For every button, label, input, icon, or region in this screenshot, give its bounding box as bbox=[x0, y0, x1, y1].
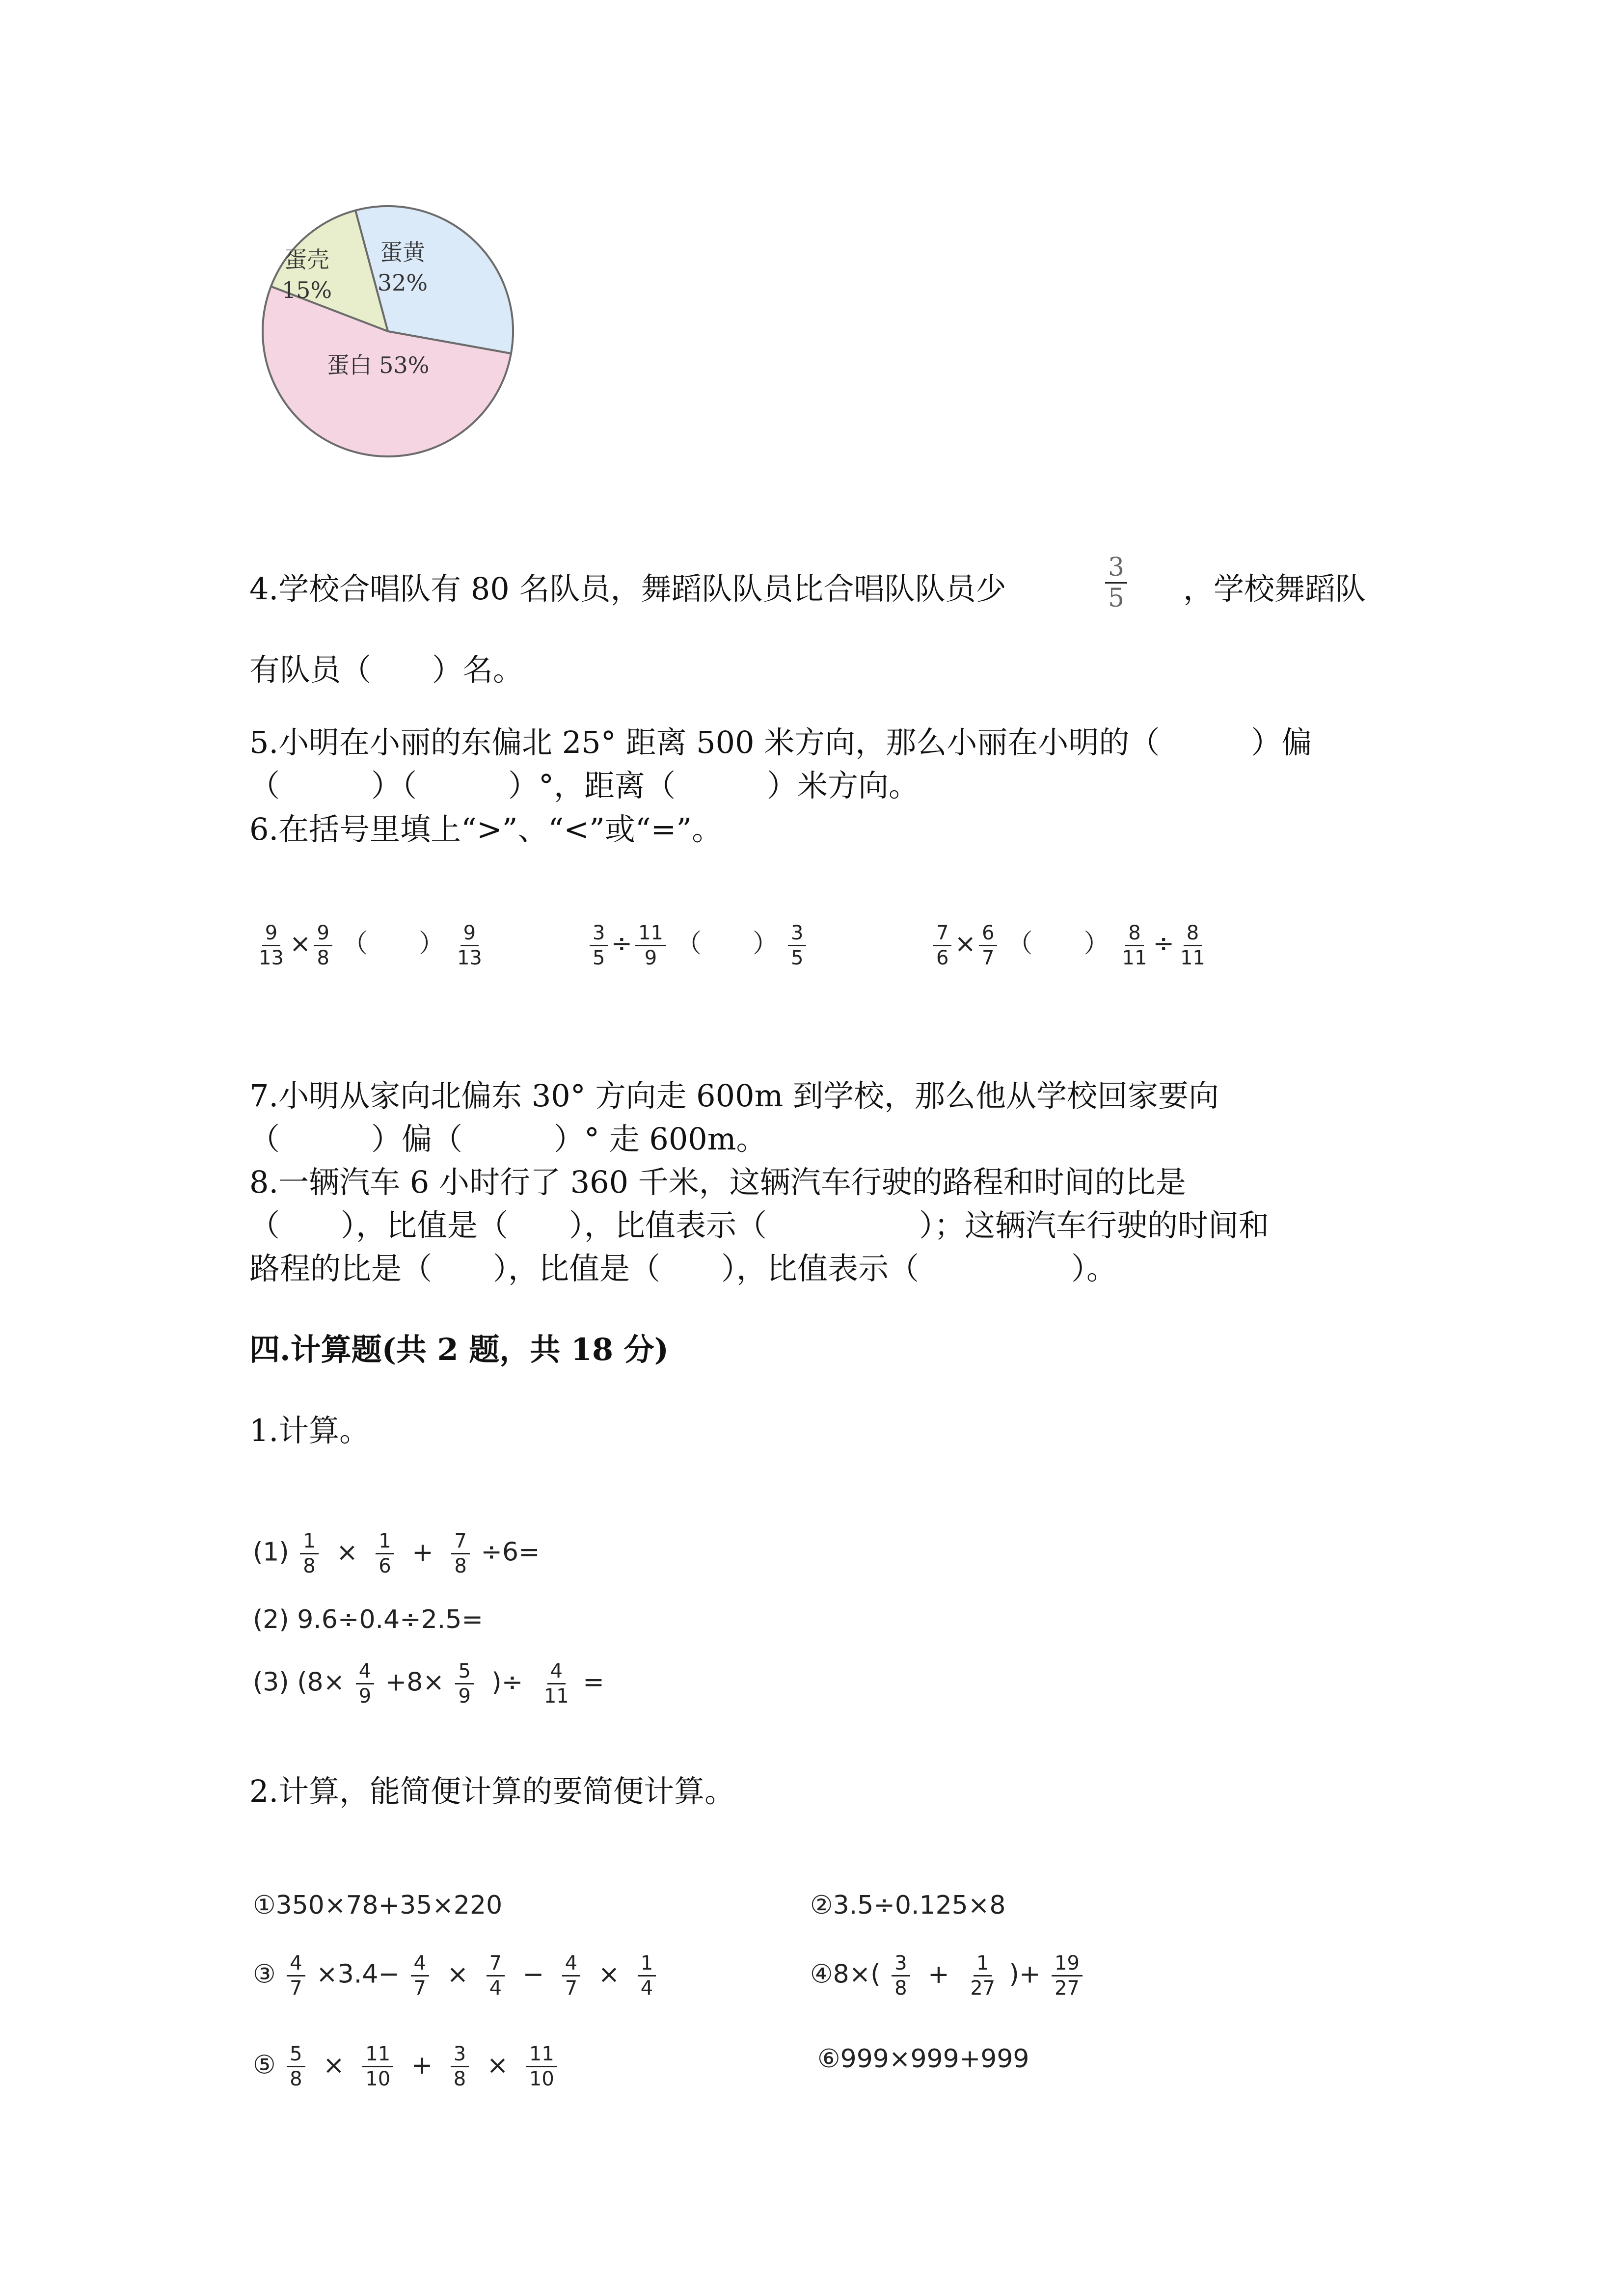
calc2-i3-f1-num: 4 bbox=[287, 1953, 305, 1976]
calc2-i5-label: ⑤ bbox=[253, 2050, 276, 2080]
calc1-p3-f2-num: 5 bbox=[455, 1661, 473, 1684]
calc2-i4-f2-num: 1 bbox=[974, 1953, 992, 1976]
calc2-i5-f1-num: 5 bbox=[287, 2044, 305, 2067]
calc2-i5-f3-num: 3 bbox=[451, 2044, 469, 2067]
q6-e1-a-den: 13 bbox=[259, 946, 284, 969]
question-8-line-2 bbox=[249, 1203, 1269, 1248]
calc2-i4-op: + bbox=[928, 1959, 949, 1989]
calc1-p1-label: (1) bbox=[253, 1537, 289, 1567]
q4-text-before: 4.学校合唱队有 80 名队员，舞蹈队队员比合唱队队员少 bbox=[249, 571, 1006, 607]
calc1-p3-close: )÷ bbox=[491, 1667, 523, 1697]
calc1-p3-f3-num: 4 bbox=[547, 1661, 566, 1684]
calc1-p1-f3-num: 7 bbox=[451, 1531, 469, 1554]
q6-e2-c-num: 3 bbox=[788, 923, 806, 946]
calc2-i1-text: ①350×78+35×220 bbox=[253, 1891, 503, 1920]
q6-e3-op: × bbox=[954, 929, 976, 959]
q6-e1-op: × bbox=[289, 929, 311, 959]
q6-e1-c-den: 13 bbox=[457, 946, 482, 969]
question-6-line-1 bbox=[249, 807, 722, 852]
pie-percent-蛋壳: 15% bbox=[281, 277, 332, 303]
calc2-i5-op1: × bbox=[323, 2050, 345, 2080]
calc1-p1-tail: ÷6= bbox=[481, 1537, 540, 1567]
q6-expression-2 bbox=[587, 923, 809, 968]
calc2-i5-f2-den: 10 bbox=[365, 2068, 391, 2090]
egg-composition-pie-chart bbox=[250, 199, 525, 464]
calc2-i3-f3-num: 7 bbox=[487, 1953, 505, 1976]
calc2-i5-op2: + bbox=[411, 2050, 433, 2080]
q6-line-1-text: 6.在括号里填上“>”、“<”或“=”。 bbox=[249, 811, 723, 847]
question-4-line-1-end bbox=[1183, 567, 1366, 611]
calc2-i4-label: ④8×( bbox=[810, 1959, 881, 1989]
q6-e3-a-den: 6 bbox=[936, 946, 949, 969]
q8-line-1-text: 8.一辆汽车 6 小时行了 360 千米，这辆汽车行驶的路程和时间的比是 bbox=[249, 1164, 1186, 1200]
q6-e2-op: ÷ bbox=[611, 929, 633, 959]
calc2-i3-mid: ×3.4− bbox=[316, 1959, 400, 1989]
calc1-p3-tail: = bbox=[583, 1667, 604, 1697]
q6-e2-a-den: 5 bbox=[593, 946, 605, 969]
q6-e3-d-num: 8 bbox=[1184, 923, 1202, 946]
section-4-title-text: 四.计算题(共 2 题，共 18 分) bbox=[249, 1332, 669, 1367]
calc-1-problem-3 bbox=[253, 1661, 604, 1706]
calc2-i5-f4-den: 10 bbox=[529, 2068, 554, 2090]
calc-2-title bbox=[249, 1769, 735, 1814]
calc1-p3-mid: +8× bbox=[385, 1667, 444, 1697]
calc2-i3-f5-den: 4 bbox=[640, 1977, 653, 2000]
q4-frac-num: 3 bbox=[1105, 555, 1127, 584]
q5-line-2-text: （ ）（ ）°，距离（ ）米方向。 bbox=[249, 768, 920, 803]
calc2-i3-f2-den: 7 bbox=[413, 1977, 426, 2000]
q6-e2-b-den: 9 bbox=[644, 946, 657, 969]
calc2-i4-f3-num: 19 bbox=[1052, 1953, 1083, 1976]
q6-e3-op2: ÷ bbox=[1153, 929, 1174, 959]
calc2-i3-f4-num: 4 bbox=[562, 1953, 580, 1976]
calc-1-title bbox=[249, 1409, 370, 1453]
q6-expression-3 bbox=[930, 923, 1211, 968]
q7-line-2-text: （ ）偏（ ）° 走 600m。 bbox=[249, 1121, 767, 1157]
calc2-i3-op2: × bbox=[447, 1959, 469, 1989]
q4-fraction bbox=[1102, 555, 1130, 611]
calc2-i5-f4-num: 11 bbox=[526, 2044, 557, 2067]
calc2-i3-label: ③ bbox=[253, 1959, 276, 1989]
q5-line-1-text: 5.小明在小丽的东偏北 25° 距离 500 米方向，那么小丽在小明的（ ）偏 bbox=[249, 724, 1312, 760]
calc1-p1-op1: × bbox=[336, 1537, 358, 1567]
calc2-i4-f2-den: 27 bbox=[970, 1977, 996, 2000]
calc2-i4-f1-den: 8 bbox=[894, 1977, 907, 2000]
q6-e2-c-den: 5 bbox=[790, 946, 804, 969]
q4-line-2-text: 有队员（ ）名。 bbox=[249, 652, 524, 688]
calc1-p3-f1-den: 9 bbox=[358, 1685, 372, 1708]
q6-e1-paren: （ ） bbox=[342, 929, 444, 959]
q6-e3-b-den: 7 bbox=[982, 946, 995, 969]
calc2-i5-op3: × bbox=[487, 2050, 509, 2080]
calc1-p1-f1-num: 1 bbox=[300, 1531, 318, 1554]
calc2-i3-f2-num: 4 bbox=[411, 1953, 429, 1976]
calc2-i3-f5-num: 1 bbox=[638, 1953, 656, 1976]
calc1-p1-f3-den: 8 bbox=[454, 1555, 467, 1577]
calc2-i4-f1-num: 3 bbox=[892, 1953, 910, 1976]
calc-1-problem-2 bbox=[253, 1605, 483, 1634]
calc-1-problem-1 bbox=[253, 1531, 540, 1576]
calc2-i5-f2-num: 11 bbox=[362, 2044, 393, 2067]
calc2-i3-op4: × bbox=[598, 1959, 620, 1989]
calc2-i3-f1-den: 7 bbox=[290, 1977, 302, 2000]
q4-frac-den: 5 bbox=[1108, 584, 1125, 613]
question-8-line-1 bbox=[249, 1160, 1186, 1204]
calc-2-item-5 bbox=[253, 2044, 560, 2089]
q6-e2-paren: （ ） bbox=[676, 929, 778, 959]
q6-e1-b-num: 9 bbox=[314, 923, 332, 946]
calc1-p1-op2: + bbox=[412, 1537, 433, 1567]
question-5-line-1 bbox=[249, 721, 1312, 765]
calc1-p2-text: (2) 9.6÷0.4÷2.5= bbox=[253, 1605, 483, 1634]
question-5-line-2 bbox=[249, 764, 919, 808]
calc1-p1-f2-den: 6 bbox=[379, 1555, 391, 1577]
section-4-title bbox=[249, 1328, 669, 1372]
calc2-i5-f1-den: 8 bbox=[290, 2068, 302, 2090]
q6-e3-d-den: 11 bbox=[1180, 946, 1205, 969]
q6-e2-b-num: 11 bbox=[635, 923, 666, 946]
q6-e3-b-num: 6 bbox=[979, 923, 997, 946]
q6-e2-a-num: 3 bbox=[590, 923, 608, 946]
question-7-line-1 bbox=[249, 1074, 1219, 1118]
pie-label-蛋黄: 蛋黄 bbox=[380, 239, 425, 266]
calc-2-title-text: 2.计算，能简便计算的要简便计算。 bbox=[249, 1773, 735, 1809]
q6-e1-c-num: 9 bbox=[460, 923, 479, 946]
calc1-p3-open: (8× bbox=[297, 1667, 345, 1697]
calc-1-title-text: 1.计算。 bbox=[249, 1413, 370, 1448]
calc1-p1-f1-den: 8 bbox=[303, 1555, 316, 1577]
calc1-p3-f1-num: 4 bbox=[356, 1661, 374, 1684]
pie-percent-蛋黄: 32% bbox=[377, 269, 428, 296]
question-4-line-2 bbox=[249, 648, 523, 692]
question-8-line-3 bbox=[249, 1247, 1117, 1291]
pie-label-蛋白: 蛋白 53% bbox=[326, 352, 430, 378]
pie-label-蛋壳: 蛋壳 bbox=[284, 246, 329, 273]
q6-e1-a-num: 9 bbox=[262, 923, 280, 946]
calc-2-item-6 bbox=[817, 2044, 1029, 2074]
q4-text-after: ，学校舞蹈队 bbox=[1183, 571, 1366, 607]
q6-e3-c-num: 8 bbox=[1125, 923, 1143, 946]
calc1-p3-f2-den: 9 bbox=[458, 1685, 471, 1708]
calc-2-item-4 bbox=[810, 1953, 1085, 1998]
q6-e3-paren: （ ） bbox=[1007, 929, 1110, 959]
calc2-i3-f4-den: 7 bbox=[565, 1977, 578, 2000]
q6-e3-a-num: 7 bbox=[933, 923, 951, 946]
calc2-i5-f3-den: 8 bbox=[453, 2068, 466, 2090]
q7-line-1-text: 7.小明从家向北偏东 30° 方向走 600m 到学校，那么他从学校回家要向 bbox=[249, 1078, 1219, 1114]
q6-e1-b-den: 8 bbox=[317, 946, 329, 969]
calc1-p3-f3-den: 11 bbox=[543, 1685, 569, 1708]
q8-line-2-text: （ ），比值是（ ），比值表示（ ）；这辆汽车行驶的时间和 bbox=[249, 1207, 1270, 1243]
calc-2-item-2 bbox=[810, 1891, 1005, 1920]
q6-e3-c-den: 11 bbox=[1122, 946, 1147, 969]
q8-line-3-text: 路程的比是（ ），比值是（ ），比值表示（ ）。 bbox=[249, 1251, 1117, 1286]
q6-expression-1 bbox=[253, 923, 488, 968]
calc2-i3-op3: − bbox=[522, 1959, 544, 1989]
calc2-i4-f3-den: 27 bbox=[1055, 1977, 1080, 2000]
calc1-p3-label: (3) bbox=[253, 1667, 289, 1697]
calc1-p1-f2-num: 1 bbox=[376, 1531, 394, 1554]
question-7-line-2 bbox=[249, 1117, 767, 1161]
calc-2-item-3 bbox=[253, 1953, 659, 1998]
question-4-line-1 bbox=[249, 567, 1006, 611]
calc2-i6-text: ⑥999×999+999 bbox=[817, 2044, 1029, 2074]
calc2-i2-text: ②3.5÷0.125×8 bbox=[810, 1891, 1006, 1920]
calc2-i4-close: )+ bbox=[1009, 1959, 1041, 1989]
calc-2-item-1 bbox=[253, 1891, 502, 1920]
calc2-i3-f3-den: 4 bbox=[489, 1977, 502, 2000]
